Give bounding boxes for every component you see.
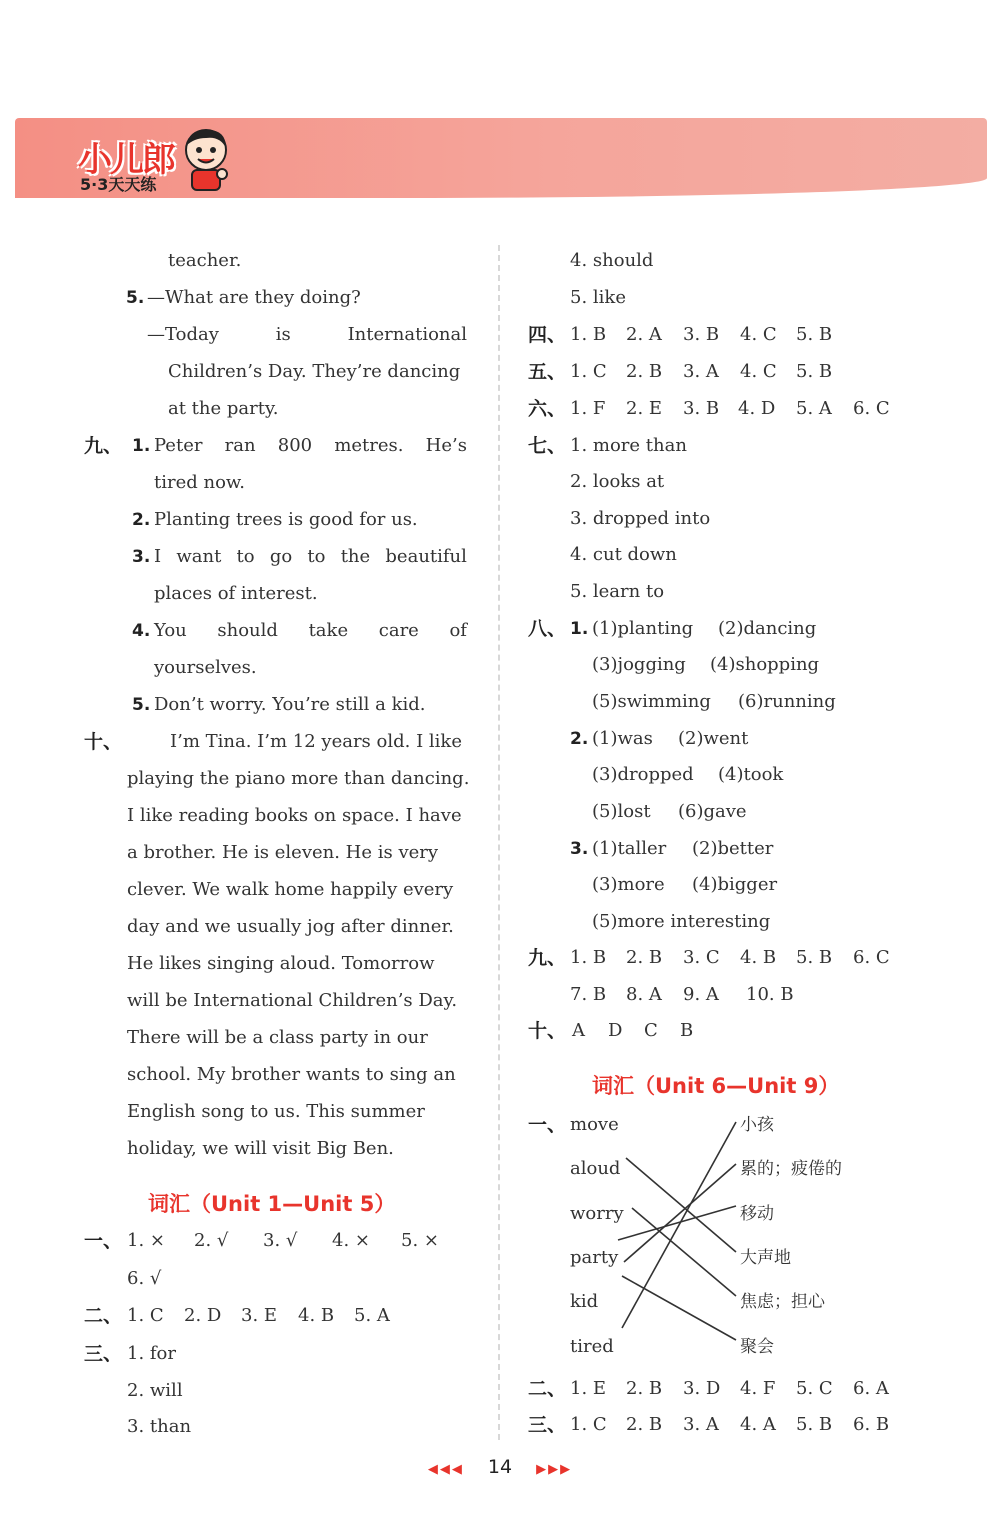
answer-item: D bbox=[608, 1020, 623, 1041]
essay-line: will be International Children’s Day. bbox=[127, 990, 458, 1011]
answer-item: 3. A bbox=[683, 1414, 719, 1435]
word: of bbox=[449, 620, 467, 641]
word: I bbox=[154, 546, 162, 567]
answer-item: 5. B bbox=[796, 947, 833, 968]
section-label: 四、 bbox=[528, 324, 567, 346]
answer-item: 4. F bbox=[740, 1378, 776, 1399]
series-name: 5·3天天练 bbox=[80, 175, 157, 194]
essay-line: clever. We walk home happily every bbox=[127, 879, 454, 900]
essay-line: English song to us. This summer bbox=[127, 1101, 425, 1122]
question-number: 1. bbox=[132, 436, 151, 456]
answer-item: (2)went bbox=[678, 728, 749, 749]
section-label: 九、 bbox=[84, 435, 123, 457]
answer-item: (5)more interesting bbox=[592, 911, 771, 932]
match-meaning: 移动 bbox=[740, 1204, 774, 1224]
essay-line: There will be a class party in our bbox=[127, 1027, 428, 1048]
section-label: 六、 bbox=[528, 398, 567, 420]
answer-item: 6. B bbox=[853, 1414, 890, 1435]
section-label: 九、 bbox=[528, 947, 567, 969]
essay-line: I like reading books on space. I have bbox=[127, 805, 462, 826]
section-label: 三、 bbox=[528, 1414, 567, 1436]
answer-item: 3. D bbox=[683, 1378, 721, 1399]
page-footer bbox=[0, 1456, 1000, 1478]
answer-item: (6)gave bbox=[678, 801, 747, 822]
question-number: 1. bbox=[570, 619, 589, 639]
answer-text: —What are they doing? bbox=[147, 287, 361, 308]
answer-item: (5)lost bbox=[592, 801, 651, 822]
answer-item: 2. E bbox=[626, 398, 663, 419]
answer-item: 3. B bbox=[683, 398, 720, 419]
answer-item: (1)taller bbox=[592, 838, 667, 859]
answer-item: 6. A bbox=[853, 1378, 889, 1399]
match-line bbox=[624, 1164, 736, 1262]
prev-arrows-icon: ◀◀◀ bbox=[427, 1462, 464, 1477]
answer-item: (3)jogging bbox=[592, 654, 686, 675]
answer-item: (6)running bbox=[738, 691, 836, 712]
answer-line bbox=[154, 435, 467, 457]
answer-item: 3. C bbox=[683, 947, 720, 968]
column-divider bbox=[498, 245, 500, 1440]
match-meaning: 小孩 bbox=[740, 1115, 774, 1135]
answer-item: 10. B bbox=[746, 984, 794, 1005]
question-number: 5. bbox=[126, 288, 145, 308]
answer-item: 1. E bbox=[570, 1378, 607, 1399]
answer-item: 5. B bbox=[796, 324, 833, 345]
answer-item: (5)swimming bbox=[592, 691, 711, 712]
match-meaning: 焦虑；担心 bbox=[740, 1292, 825, 1312]
answer-item: 1. B bbox=[570, 324, 607, 345]
word: want bbox=[176, 546, 222, 567]
answer-text: yourselves. bbox=[154, 657, 257, 678]
answer-text: Children’s Day. They’re dancing bbox=[168, 361, 461, 382]
answer-item: 1. F bbox=[570, 398, 606, 419]
word: is bbox=[275, 324, 291, 345]
answer-item: 5. B bbox=[796, 361, 833, 382]
word: International bbox=[347, 324, 467, 345]
answer-item: 2. √ bbox=[194, 1230, 229, 1251]
answer-item: 1. C bbox=[570, 361, 607, 382]
word: Peter bbox=[154, 435, 203, 456]
answer-text: places of interest. bbox=[154, 583, 318, 604]
answer-item: (4)took bbox=[718, 764, 784, 785]
answer-item: 3. E bbox=[241, 1305, 278, 1326]
question-number: 3. bbox=[570, 839, 589, 859]
answer-item: (4)shopping bbox=[710, 654, 820, 675]
answer-item: 2. D bbox=[184, 1305, 222, 1326]
section-label: 五、 bbox=[528, 361, 567, 383]
answer-text: teacher. bbox=[168, 250, 242, 271]
answer-item: C bbox=[644, 1020, 658, 1041]
answer-item: (3)dropped bbox=[592, 764, 694, 785]
word: He’s bbox=[425, 435, 467, 456]
answer-item: 4. B bbox=[298, 1305, 335, 1326]
answer-item: 8. A bbox=[626, 984, 662, 1005]
answer-item: 4. A bbox=[740, 1414, 776, 1435]
answer-item: 5. like bbox=[570, 287, 626, 308]
essay-line: holiday, we will visit Big Ben. bbox=[127, 1138, 394, 1159]
answer-item: 6. C bbox=[853, 398, 890, 419]
answer-item: A bbox=[572, 1020, 585, 1041]
word: 800 bbox=[277, 435, 313, 456]
essay-line: playing the piano more than dancing. bbox=[127, 768, 470, 789]
match-meaning: 聚会 bbox=[740, 1337, 774, 1357]
answer-item: 5. B bbox=[796, 1414, 833, 1435]
section-label: 二、 bbox=[84, 1305, 123, 1327]
answer-text: Planting trees is good for us. bbox=[154, 509, 418, 530]
answer-item: 4. C bbox=[740, 361, 777, 382]
answer-text: tired now. bbox=[154, 472, 245, 493]
essay-line: I’m Tina. I’m 12 years old. I like bbox=[170, 731, 462, 752]
answer-line bbox=[154, 620, 467, 642]
word: ran bbox=[224, 435, 256, 456]
answer-item: 2. B bbox=[626, 1378, 663, 1399]
question-number: 2. bbox=[132, 510, 151, 530]
answer-item: 3. A bbox=[683, 361, 719, 382]
answer-item: 4. should bbox=[570, 250, 654, 271]
answer-item: 5. C bbox=[796, 1378, 833, 1399]
match-word: aloud bbox=[570, 1158, 621, 1179]
match-line bbox=[622, 1276, 736, 1340]
word: to bbox=[307, 546, 326, 567]
answer-item: (1)was bbox=[592, 728, 653, 749]
answer-item: 1. B bbox=[570, 947, 607, 968]
word: to bbox=[236, 546, 255, 567]
word: You bbox=[154, 620, 187, 641]
answer-item: 3. than bbox=[127, 1416, 192, 1437]
word: metres. bbox=[334, 435, 404, 456]
essay-line: a brother. He is eleven. He is very bbox=[127, 842, 439, 863]
match-word: party bbox=[570, 1247, 619, 1268]
word: beautiful bbox=[385, 546, 467, 567]
answer-item: 6. √ bbox=[127, 1268, 162, 1289]
matching-lines bbox=[610, 1110, 740, 1350]
match-word: tired bbox=[570, 1336, 614, 1357]
word: should bbox=[217, 620, 278, 641]
answer-item: B bbox=[680, 1020, 694, 1041]
question-number: 4. bbox=[132, 621, 151, 641]
page-number: 14 bbox=[487, 1456, 513, 1478]
match-word: kid bbox=[570, 1291, 599, 1312]
match-line bbox=[626, 1158, 736, 1252]
answer-item: 3. √ bbox=[263, 1230, 298, 1251]
answer-item: 2. will bbox=[127, 1380, 183, 1401]
answer-item: 5. learn to bbox=[570, 581, 665, 602]
word: —Today bbox=[147, 324, 219, 345]
answer-item: 5. × bbox=[401, 1230, 439, 1251]
essay-line: He likes singing aloud. Tomorrow bbox=[127, 953, 435, 974]
answer-item: 4. C bbox=[740, 324, 777, 345]
answer-item: (4)bigger bbox=[692, 874, 778, 895]
answer-item: 3. dropped into bbox=[570, 508, 711, 529]
answer-line bbox=[147, 324, 467, 346]
vocab-title: 词汇（Unit 1—Unit 5） bbox=[148, 1192, 396, 1216]
answer-item: 6. C bbox=[853, 947, 890, 968]
section-label: 七、 bbox=[528, 435, 567, 457]
match-line bbox=[622, 1122, 736, 1328]
answer-line bbox=[154, 546, 467, 568]
match-word: move bbox=[570, 1114, 619, 1135]
match-word: worry bbox=[570, 1203, 624, 1224]
answer-item: 2. B bbox=[626, 1414, 663, 1435]
answer-item: 1. × bbox=[127, 1230, 165, 1251]
answer-item: 2. B bbox=[626, 947, 663, 968]
section-label: 一、 bbox=[528, 1114, 567, 1136]
vocab-title: 词汇（Unit 6—Unit 9） bbox=[592, 1074, 840, 1098]
next-arrows-icon: ▶▶▶ bbox=[536, 1462, 573, 1477]
answer-item: 1. more than bbox=[570, 435, 687, 456]
answer-item: 4. D bbox=[738, 398, 776, 419]
section-label: 十、 bbox=[84, 731, 123, 753]
answer-item: 7. B bbox=[570, 984, 607, 1005]
section-label: 三、 bbox=[84, 1343, 123, 1365]
answer-text: Don’t worry. You’re still a kid. bbox=[154, 694, 426, 715]
word: go bbox=[269, 546, 293, 567]
answer-item: 4. B bbox=[740, 947, 777, 968]
question-number: 3. bbox=[132, 547, 151, 567]
answer-item: 2. A bbox=[626, 324, 662, 345]
brand-logo: 小儿郎 bbox=[78, 140, 174, 180]
answer-item: 3. B bbox=[683, 324, 720, 345]
mascot-icon bbox=[180, 126, 232, 192]
section-label: 二、 bbox=[528, 1378, 567, 1400]
answer-text: at the party. bbox=[168, 398, 279, 419]
answer-item: 5. A bbox=[354, 1305, 390, 1326]
answer-item: 9. A bbox=[683, 984, 719, 1005]
answer-item: (3)more bbox=[592, 874, 665, 895]
word: take bbox=[308, 620, 349, 641]
answer-item: (1)planting bbox=[592, 618, 694, 639]
word: the bbox=[340, 546, 371, 567]
answer-item: (2)dancing bbox=[718, 618, 817, 639]
question-number: 2. bbox=[570, 729, 589, 749]
essay-line: school. My brother wants to sing an bbox=[127, 1064, 456, 1085]
answer-item: 1. for bbox=[127, 1343, 176, 1364]
match-meaning: 累的；疲倦的 bbox=[740, 1159, 842, 1179]
essay-line: day and we usually jog after dinner. bbox=[127, 916, 454, 937]
answer-item: (2)better bbox=[692, 838, 774, 859]
section-label: 八、 bbox=[528, 618, 567, 640]
answer-item: 1. C bbox=[570, 1414, 607, 1435]
section-label: 十、 bbox=[528, 1020, 567, 1042]
answer-item: 5. A bbox=[796, 398, 832, 419]
word: care bbox=[378, 620, 419, 641]
answer-item: 4. cut down bbox=[570, 544, 677, 565]
answer-item: 2. B bbox=[626, 361, 663, 382]
section-label: 一、 bbox=[84, 1230, 123, 1252]
answer-item: 2. looks at bbox=[570, 471, 665, 492]
match-meaning: 大声地 bbox=[740, 1248, 791, 1268]
answer-item: 1. C bbox=[127, 1305, 164, 1326]
answer-item: 4. × bbox=[332, 1230, 370, 1251]
question-number: 5. bbox=[132, 695, 151, 715]
